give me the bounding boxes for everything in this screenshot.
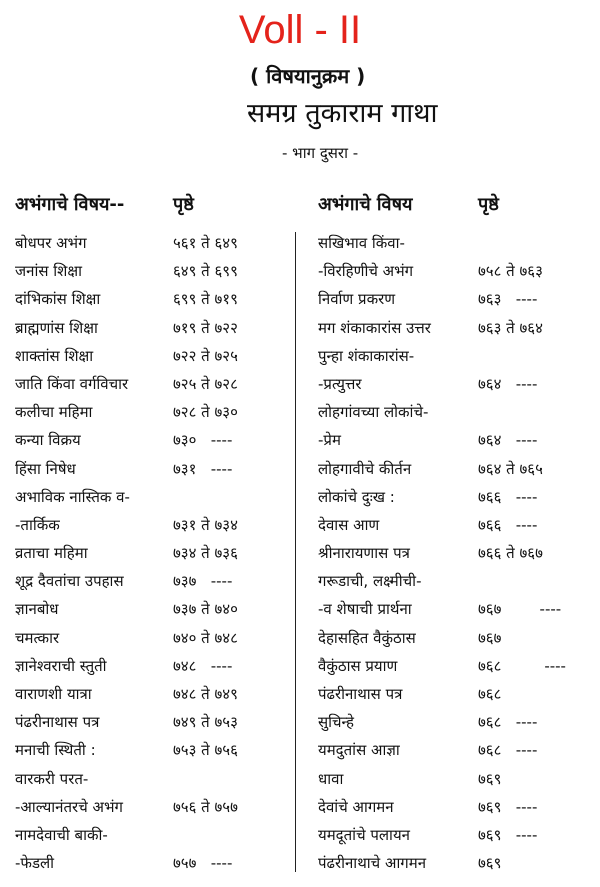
row-pages: ७३७ ---- xyxy=(173,572,233,591)
row-pages: ६४९ ते ६९९ xyxy=(173,262,238,281)
row-pages: ७६७ xyxy=(478,628,502,647)
index-row xyxy=(15,342,295,370)
row-pages: ७१९ ते ७२२ xyxy=(173,318,238,337)
row-subject: मग शंकाकारांस उत्तर xyxy=(318,318,431,337)
row-subject: लोहगावीचे कीर्तन xyxy=(318,459,412,478)
index-row xyxy=(15,483,295,511)
row-pages: ७४८ ---- xyxy=(173,656,233,675)
row-subject: वैकुंठास प्रयाण xyxy=(318,656,398,675)
row-pages: ७३४ ते ७३६ xyxy=(173,544,238,563)
row-pages: ७५८ ते ७६३ xyxy=(478,262,543,281)
row-subject: पंढरीनाथाचे आगमन xyxy=(318,854,427,873)
row-subject: कन्या विक्रय xyxy=(15,431,81,450)
index-row xyxy=(15,511,295,539)
row-pages: ६९९ ते ७१९ xyxy=(173,290,238,309)
index-row xyxy=(15,849,295,877)
index-row xyxy=(15,539,295,567)
index-row xyxy=(15,652,295,680)
row-subject: ब्राह्मणांस शिक्षा xyxy=(15,318,98,337)
row-pages: ७५३ ते ७५६ xyxy=(173,741,238,760)
right-index-column xyxy=(318,229,598,877)
row-subject: पंढरीनाथास पत्र xyxy=(15,713,100,732)
index-row xyxy=(15,229,295,257)
row-subject: पंढरीनाथास पत्र xyxy=(318,685,403,703)
index-row xyxy=(318,849,598,877)
row-subject: देहासहित वैकुंठास xyxy=(318,628,416,647)
index-row xyxy=(318,680,598,708)
left-index-column xyxy=(15,229,295,877)
row-pages: ७२२ ते ७२५ xyxy=(173,346,238,365)
row-subject: व्रताचा महिमा xyxy=(15,544,88,563)
row-subject: दांभिकांस शिक्षा xyxy=(15,290,101,309)
row-subject: -प्रत्युत्तर xyxy=(318,374,362,393)
index-row xyxy=(318,483,598,511)
row-pages: ७६३ ते ७६४ xyxy=(478,318,543,337)
index-row xyxy=(318,285,598,313)
row-subject: श्रीनारायणास पत्र xyxy=(318,544,410,563)
row-pages: ७३१ ---- xyxy=(173,459,233,478)
row-subject: -विरहिणीचे अभंग xyxy=(318,262,414,281)
row-pages: ७६९ ---- xyxy=(478,797,538,816)
index-row xyxy=(318,229,598,257)
row-subject: वारकरी परत- xyxy=(15,769,89,788)
row-subject: सखिभाव किंवा- xyxy=(318,234,405,252)
row-pages: ७६४ ते ७६५ xyxy=(478,459,543,478)
index-row xyxy=(15,567,295,595)
index-row xyxy=(318,765,598,793)
row-pages: ७५६ ते ७५७ xyxy=(173,797,238,816)
row-pages: ७६९ xyxy=(478,854,502,873)
index-row xyxy=(318,652,598,680)
column-divider xyxy=(295,232,296,872)
row-pages: ७६४ ---- xyxy=(478,374,538,393)
row-subject: जनांस शिक्षा xyxy=(15,262,82,281)
row-subject: -तार्किक xyxy=(15,515,60,534)
right-subject-header: अभंगाचे विषय xyxy=(318,194,413,215)
row-subject: चमत्कार xyxy=(15,628,60,647)
row-pages: ७६६ ते ७६७ xyxy=(478,544,543,563)
row-subject: -आल्यानंतरचे अभंग xyxy=(15,797,123,816)
index-row xyxy=(318,314,598,342)
row-pages: ७६८ xyxy=(478,685,502,703)
row-pages: ७२८ ते ७३० xyxy=(173,403,238,422)
index-row xyxy=(15,624,295,652)
row-subject: अभाविक नास्तिक व- xyxy=(15,487,130,506)
index-row xyxy=(318,821,598,849)
row-subject: देवांचे आगमन xyxy=(318,797,394,816)
index-subtitle: ( विषयानुक्रम ) xyxy=(250,64,366,88)
row-pages: ७४० ते ७४८ xyxy=(173,628,238,647)
row-pages: ७६७ ---- xyxy=(478,600,562,619)
index-row xyxy=(318,370,598,398)
volume-heading: Voll - II xyxy=(238,8,362,52)
index-row xyxy=(318,398,598,426)
row-pages: ७३७ ते ७४० xyxy=(173,600,238,619)
row-pages: ७६६ ---- xyxy=(478,487,538,506)
index-row xyxy=(318,257,598,285)
left-subject-header: अभंगाचे विषय-- xyxy=(15,194,125,215)
row-subject: शूद्र दैवतांचा उपहास xyxy=(15,572,124,591)
row-pages: ७२५ ते ७२८ xyxy=(173,374,238,393)
row-pages: ५६१ ते ६४९ xyxy=(173,234,238,252)
part-label: - भाग दुसरा - xyxy=(282,144,359,162)
index-row xyxy=(318,342,598,370)
row-pages: ७६६ ---- xyxy=(478,515,538,534)
index-row xyxy=(15,426,295,454)
index-row xyxy=(318,567,598,595)
row-subject: लोकांचे दुःख : xyxy=(318,487,395,506)
row-pages: ७६९ ---- xyxy=(478,825,538,844)
row-subject: -व शेषाची प्रार्थना xyxy=(318,600,412,619)
index-row xyxy=(318,511,598,539)
index-row xyxy=(15,257,295,285)
row-subject: जाति किंवा वर्गविचार xyxy=(15,374,129,393)
row-subject: हिंसा निषेध xyxy=(15,459,76,478)
row-subject: सुचिन्हे xyxy=(318,713,355,732)
index-row xyxy=(318,595,598,623)
row-pages: ७६८ ---- xyxy=(478,656,566,675)
index-row xyxy=(15,314,295,342)
index-row xyxy=(15,765,295,793)
row-subject: ज्ञानेश्वराची स्तुती xyxy=(15,656,107,675)
row-pages: ७३० ---- xyxy=(173,431,233,450)
right-pages-header: पृष्ठे xyxy=(478,194,499,215)
row-pages: ७६८ ---- xyxy=(478,713,538,732)
index-row xyxy=(15,285,295,313)
row-pages: ७४८ ते ७४९ xyxy=(173,685,238,703)
row-pages: ७६८ ---- xyxy=(478,741,538,760)
index-row xyxy=(318,455,598,483)
row-subject: निर्वाण प्रकरण xyxy=(318,290,396,309)
index-row xyxy=(318,426,598,454)
index-row xyxy=(318,708,598,736)
row-pages: ७४९ ते ७५३ xyxy=(173,713,238,732)
index-row xyxy=(15,595,295,623)
index-row xyxy=(15,455,295,483)
row-subject: यमदुतांस आज्ञा xyxy=(318,741,400,760)
row-subject: यमदूतांचे पलायन xyxy=(318,825,410,844)
index-row xyxy=(15,370,295,398)
row-subject: धावा xyxy=(318,769,344,788)
index-row xyxy=(15,736,295,764)
index-row xyxy=(15,821,295,849)
row-subject: नामदेवाची बाकी- xyxy=(15,825,108,844)
index-row xyxy=(318,736,598,764)
row-pages: ७६३ ---- xyxy=(478,290,538,309)
row-subject: कलीचा महिमा xyxy=(15,403,93,422)
row-subject: ज्ञानबोध xyxy=(15,600,59,619)
row-pages: ७५७ ---- xyxy=(173,854,233,873)
row-subject: शाक्तांस शिक्षा xyxy=(15,346,94,365)
index-row xyxy=(318,793,598,821)
row-pages: ७३१ ते ७३४ xyxy=(173,515,238,534)
row-subject: पुन्हा शंकाकारांस- xyxy=(318,346,415,365)
row-pages: ७६९ xyxy=(478,769,502,788)
row-subject: मनाची स्थिती : xyxy=(15,741,96,760)
book-title: समग्र तुकाराम गाथा xyxy=(247,98,438,129)
row-subject: देवास आण xyxy=(318,515,380,534)
row-subject: बोधपर अभंग xyxy=(15,234,87,252)
row-pages: ७६४ ---- xyxy=(478,431,538,450)
row-subject: लोहगांवच्या लोकांचे- xyxy=(318,403,429,422)
index-row xyxy=(318,624,598,652)
row-subject: वाराणशी यात्रा xyxy=(15,685,92,703)
index-row xyxy=(15,793,295,821)
index-row xyxy=(15,398,295,426)
left-pages-header: पृष्ठे xyxy=(173,194,194,215)
index-row xyxy=(15,680,295,708)
index-row xyxy=(318,539,598,567)
row-subject: -प्रेम xyxy=(318,431,341,450)
row-subject: गरूडाची, लक्ष्मीची- xyxy=(318,572,422,591)
index-row xyxy=(15,708,295,736)
row-subject: -फेडली xyxy=(15,854,55,873)
